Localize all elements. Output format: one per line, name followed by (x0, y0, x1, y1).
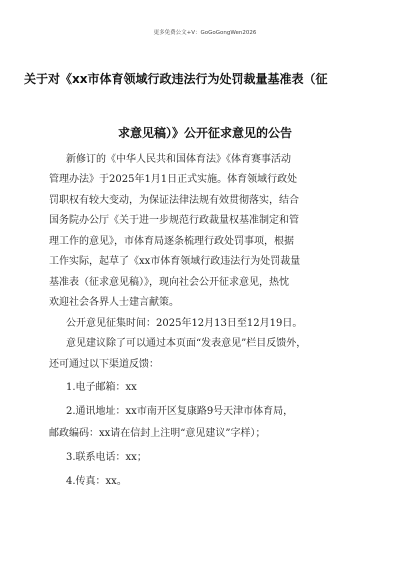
paragraph-3-line-1: 意见建议除了可以通过本页面“发表意见”栏目反馈外， (66, 338, 307, 349)
contact-postcode: 邮政编码：xx请在信封上注明“意见建议”字样）； (49, 428, 266, 439)
paragraph-1-line-5: 理工作的意见》，市体育局逐条梳理行政处罚事项，根据 (49, 236, 294, 247)
paragraph-1-line-6: 工作实际，起草了《xx市体育领域行政违法行为处罚裁量 (49, 256, 301, 267)
paragraph-1-line-3: 罚职权有较大变动，为保证法律法规有效贯彻落实，结合 (49, 195, 299, 206)
paragraph-1-line-1: 新修订的《中华人民共和国体育法》《体育赛事活动 (66, 154, 291, 165)
consultation-period: 公开意见征集时间：2025年12月13日至12月19日。 (66, 318, 303, 329)
document-title-line-2: 求意见稿）》公开征求意见的公告 (117, 126, 292, 140)
contact-address: 2.通讯地址：xx市南开区复康路9号天津市体育局， (66, 406, 294, 417)
paragraph-1-line-8: 欢迎社会各界人士建言献策。 (49, 297, 179, 308)
contact-email: 1.电子邮箱：xx (66, 382, 137, 393)
document-title-line-1: 关于对《xx市体育领域行政违法行为处罚裁量基准表（征 (24, 72, 328, 86)
contact-fax: 4.传真：xx。 (66, 476, 127, 487)
header-note: 更多免费公文+V：GoGoGongWen2026 (153, 30, 257, 36)
contact-phone: 3.联系电话：xx； (66, 452, 147, 463)
paragraph-1-line-7: 基准表（征求意见稿）》，现向社会公开征求意见，热忱 (49, 277, 289, 288)
paragraph-1-line-4: 国务院办公厅《关于进一步规范行政裁量权基准制定和管 (49, 215, 299, 226)
paragraph-1-line-2: 管理办法》于2025年1月1日正式实施。体育领域行政处 (49, 174, 298, 185)
paragraph-3-line-2: 还可通过以下渠道反馈： (49, 359, 159, 370)
